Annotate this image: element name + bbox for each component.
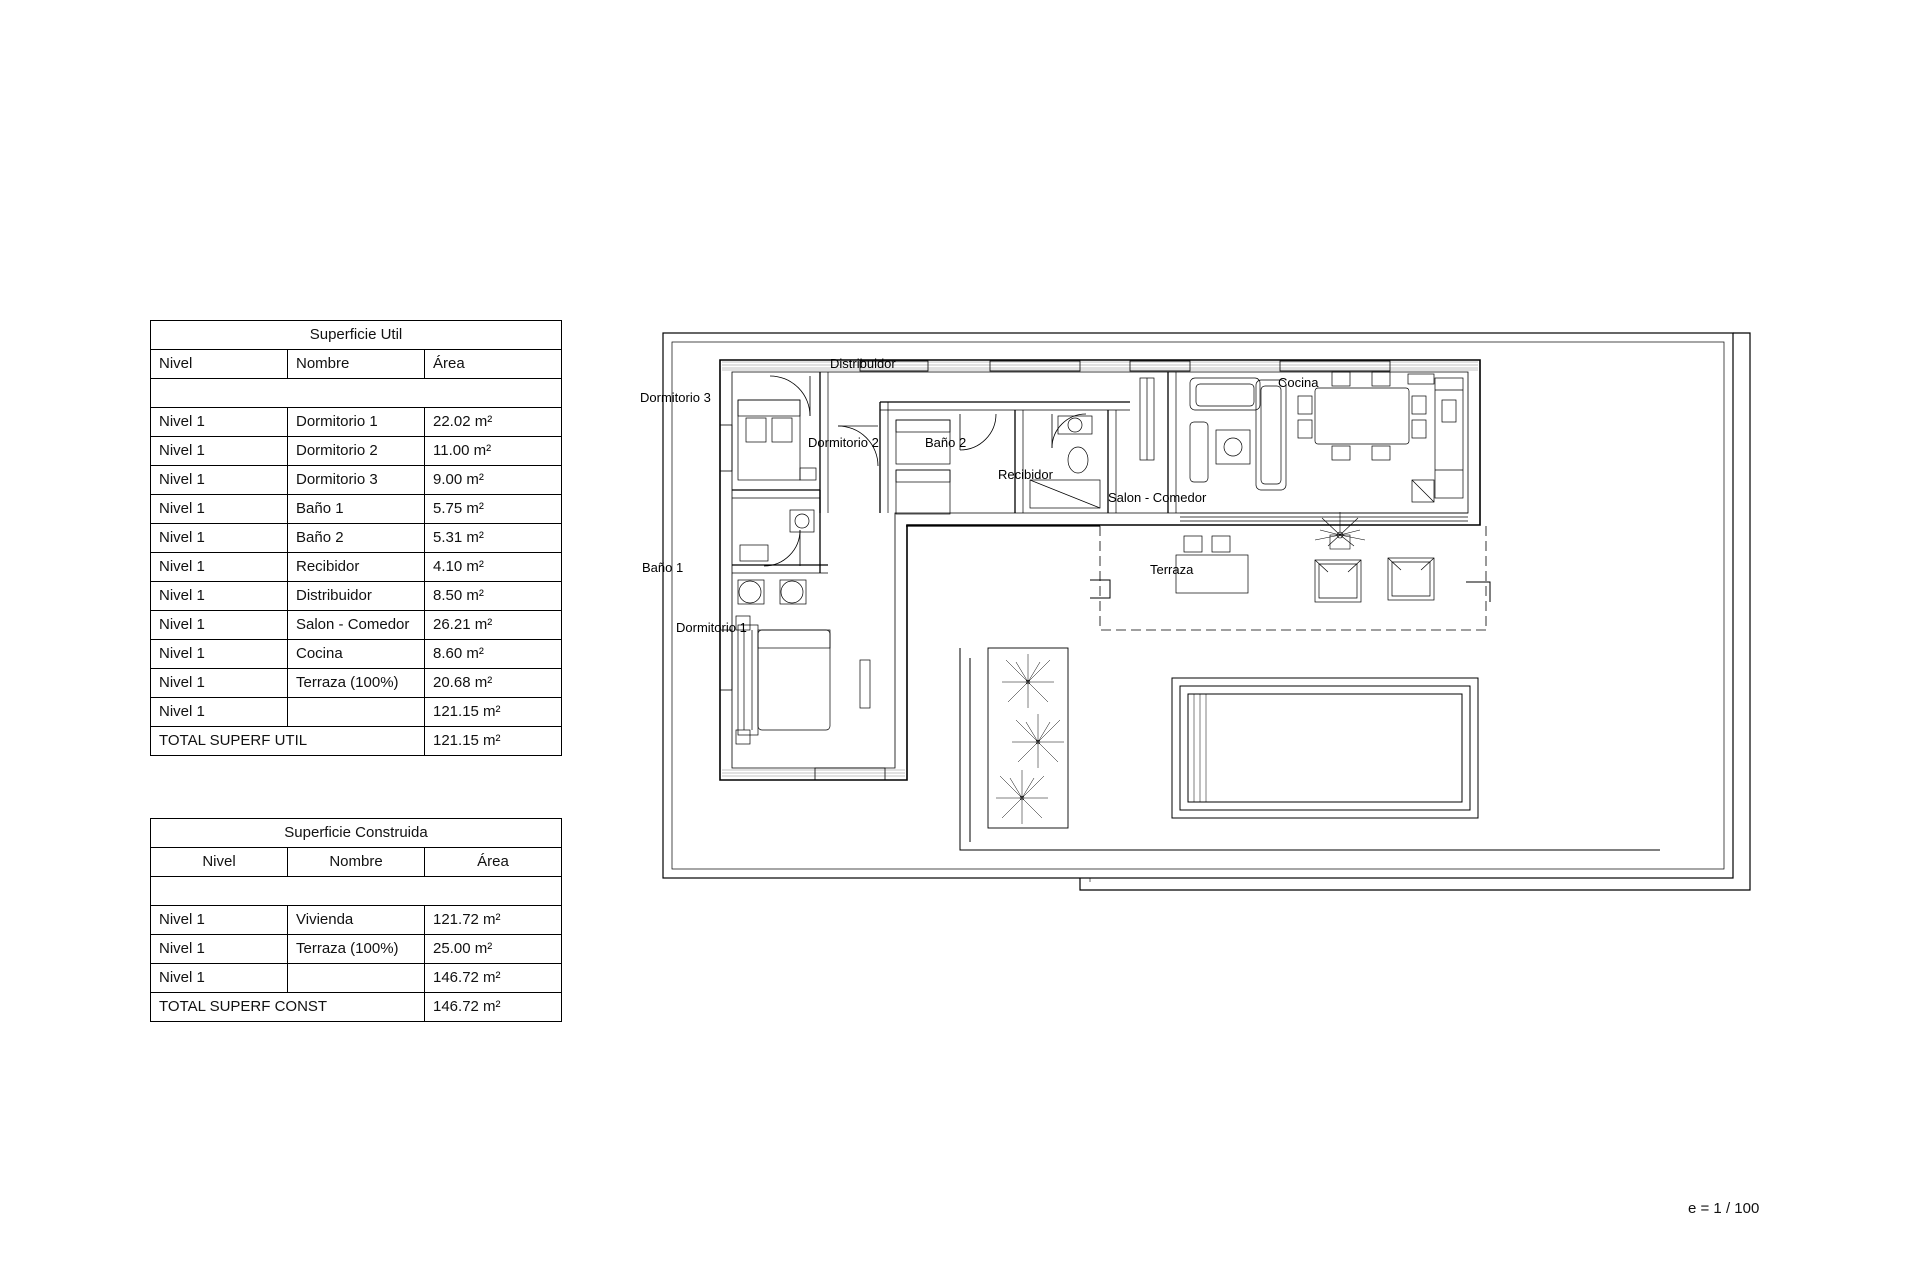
room-label-bano-1: Baño 1 bbox=[642, 560, 684, 575]
table-subtotal-row bbox=[151, 698, 562, 727]
cell-nombre: Dormitorio 2 bbox=[288, 437, 425, 466]
superficie-util-table-block bbox=[150, 320, 562, 756]
cell-area: 9.00 m² bbox=[425, 466, 562, 495]
table-row bbox=[151, 495, 562, 524]
cell-nivel: Nivel 1 bbox=[151, 437, 288, 466]
cell-nombre: Dormitorio 1 bbox=[288, 408, 425, 437]
table-row bbox=[151, 524, 562, 553]
cell-area: 8.60 m² bbox=[425, 640, 562, 669]
cell-nombre: Dormitorio 3 bbox=[288, 466, 425, 495]
cell-nombre: Recibidor bbox=[288, 553, 425, 582]
table-total-row bbox=[151, 727, 562, 756]
column-header-nombre: Nombre bbox=[288, 848, 425, 877]
subtotal-spacer bbox=[288, 698, 425, 727]
table-title: Superficie Util bbox=[151, 321, 562, 350]
table-row bbox=[151, 669, 562, 698]
table-title: Superficie Construida bbox=[151, 819, 562, 848]
table-row bbox=[151, 906, 562, 935]
cell-area: 26.21 m² bbox=[425, 611, 562, 640]
subtotal-spacer bbox=[288, 964, 425, 993]
table-total-row bbox=[151, 993, 562, 1022]
column-header-area: Área bbox=[425, 350, 562, 379]
table-subtotal-row bbox=[151, 964, 562, 993]
floor-plan-drawing bbox=[640, 330, 1770, 935]
cell-nivel: Nivel 1 bbox=[151, 553, 288, 582]
cell-nombre: Terraza (100%) bbox=[288, 669, 425, 698]
cell-area: 25.00 m² bbox=[425, 935, 562, 964]
cell-area: 5.75 m² bbox=[425, 495, 562, 524]
cell-nivel: Nivel 1 bbox=[151, 495, 288, 524]
table-title-row bbox=[151, 321, 562, 350]
subtotal-nivel: Nivel 1 bbox=[151, 964, 288, 993]
table-row bbox=[151, 466, 562, 495]
total-area: 121.15 m² bbox=[425, 727, 562, 756]
cell-nivel: Nivel 1 bbox=[151, 582, 288, 611]
table-spacer-row bbox=[151, 379, 562, 408]
cell-nombre: Baño 1 bbox=[288, 495, 425, 524]
table-row bbox=[151, 582, 562, 611]
room-label-cocina: Cocina bbox=[1278, 375, 1319, 390]
cell-nivel: Nivel 1 bbox=[151, 408, 288, 437]
total-label: TOTAL SUPERF CONST bbox=[151, 993, 425, 1022]
room-label-dormitorio-2: Dormitorio 2 bbox=[808, 435, 879, 450]
column-header-nivel: Nivel bbox=[151, 848, 288, 877]
total-area: 146.72 m² bbox=[425, 993, 562, 1022]
superficie-construida-table bbox=[150, 818, 562, 1022]
cell-area: 8.50 m² bbox=[425, 582, 562, 611]
room-label-dormitorio-1: Dormitorio 1 bbox=[676, 620, 747, 635]
cell-area: 22.02 m² bbox=[425, 408, 562, 437]
total-label: TOTAL SUPERF UTIL bbox=[151, 727, 425, 756]
cell-nombre: Distribuidor bbox=[288, 582, 425, 611]
table-spacer-row bbox=[151, 877, 562, 906]
table-row bbox=[151, 553, 562, 582]
cell-nombre: Terraza (100%) bbox=[288, 935, 425, 964]
cell-nivel: Nivel 1 bbox=[151, 466, 288, 495]
room-label-dormitorio-3: Dormitorio 3 bbox=[640, 390, 711, 405]
table-title-row bbox=[151, 819, 562, 848]
table-row bbox=[151, 437, 562, 466]
subtotal-nivel: Nivel 1 bbox=[151, 698, 288, 727]
cell-nivel: Nivel 1 bbox=[151, 524, 288, 553]
table-row bbox=[151, 611, 562, 640]
subtotal-area: 146.72 m² bbox=[425, 964, 562, 993]
cell-nombre: Baño 2 bbox=[288, 524, 425, 553]
room-label-distribuidor: Distribuidor bbox=[830, 356, 896, 371]
cell-nombre: Vivienda bbox=[288, 906, 425, 935]
cell-area: 11.00 m² bbox=[425, 437, 562, 466]
column-header-nombre: Nombre bbox=[288, 350, 425, 379]
room-label-salon-comedor: Salon - Comedor bbox=[1108, 490, 1207, 505]
cell-nombre: Cocina bbox=[288, 640, 425, 669]
room-label-terraza: Terraza bbox=[1150, 562, 1194, 577]
cell-area: 4.10 m² bbox=[425, 553, 562, 582]
room-label-bano-2: Baño 2 bbox=[925, 435, 967, 450]
column-header-nivel: Nivel bbox=[151, 350, 288, 379]
cell-area: 20.68 m² bbox=[425, 669, 562, 698]
table-row bbox=[151, 408, 562, 437]
cell-nivel: Nivel 1 bbox=[151, 906, 288, 935]
scale-note: e = 1 / 100 bbox=[1688, 1200, 1760, 1217]
table-row bbox=[151, 935, 562, 964]
cell-nivel: Nivel 1 bbox=[151, 611, 288, 640]
superficie-construida-table-block bbox=[150, 818, 562, 1022]
cell-nombre: Salon - Comedor bbox=[288, 611, 425, 640]
cell-nivel: Nivel 1 bbox=[151, 640, 288, 669]
subtotal-area: 121.15 m² bbox=[425, 698, 562, 727]
table-row bbox=[151, 640, 562, 669]
superficie-util-table bbox=[150, 320, 562, 756]
table-header-row bbox=[151, 848, 562, 877]
table-header-row bbox=[151, 350, 562, 379]
column-header-area: Área bbox=[425, 848, 562, 877]
cell-area: 121.72 m² bbox=[425, 906, 562, 935]
floor-plan-svg bbox=[660, 330, 1770, 930]
cell-area: 5.31 m² bbox=[425, 524, 562, 553]
cell-nivel: Nivel 1 bbox=[151, 669, 288, 698]
cell-nivel: Nivel 1 bbox=[151, 935, 288, 964]
room-label-recibidor: Recibidor bbox=[998, 467, 1053, 482]
